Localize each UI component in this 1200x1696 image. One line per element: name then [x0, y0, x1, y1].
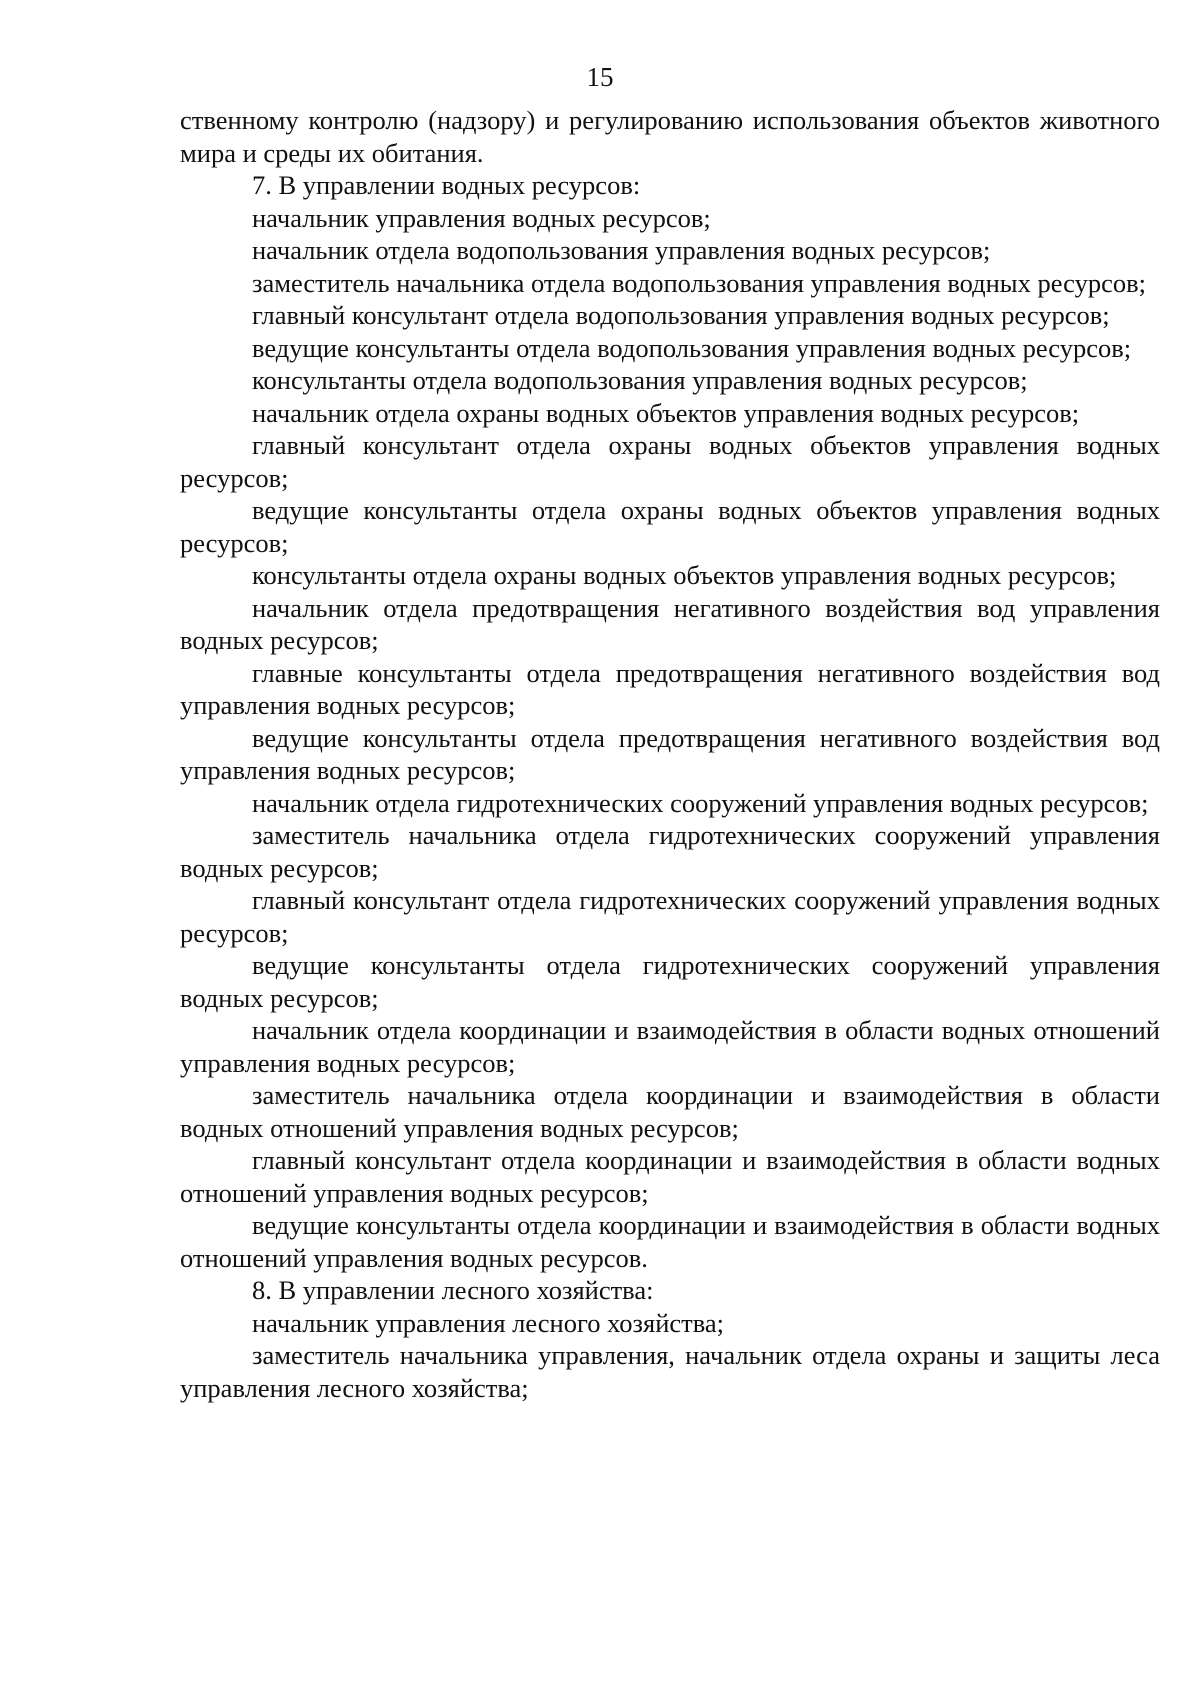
- list-item: начальник управления водных ресурсов;: [252, 202, 711, 233]
- list-item: начальник отдела предотвращения негативного воздействия вод управления водных ресурсов;: [180, 592, 1160, 655]
- list-item: заместитель начальника управления, начальник отдела охраны и защиты леса управления лесного хозяйства;: [180, 1340, 1160, 1403]
- list-item: ведущие консультанты отдела предотвращения негативного воздействия вод управления водных ресурсов;: [180, 722, 1160, 785]
- list-item: начальник управления лесного хозяйства;: [252, 1307, 725, 1338]
- section-heading: 8. В управлении лесного хозяйства:: [252, 1275, 654, 1305]
- list-item: заместитель начальника отдела гидротехнических сооружений управления водных ресурсов;: [180, 820, 1160, 883]
- document-body: [180, 104, 1160, 1404]
- list-item: главные консультанты отдела предотвращения негативного воздействия вод управления водных ресурсов;: [180, 657, 1160, 720]
- list-item: главный консультант отдела охраны водных объектов управления водных ресурсов;: [180, 430, 1160, 493]
- list-item: главный консультант отдела координации и взаимодействия в области водных отношений управления водных ресурсов;: [180, 1145, 1160, 1208]
- list-item: заместитель начальника отдела водопользования управления водных ресурсов;: [252, 267, 1146, 298]
- page-number: 15: [586, 62, 614, 92]
- list-item: начальник отдела водопользования управления водных ресурсов;: [252, 235, 991, 265]
- paragraph: ственному контролю (надзору) и регулированию использования объектов животного мира и среды их обитания.: [180, 105, 1160, 168]
- list-item: ведущие консультанты отдела гидротехнических сооружений управления водных ресурсов;: [180, 950, 1160, 1013]
- list-item: начальник отдела гидротехнических сооружений управления водных ресурсов;: [252, 787, 1149, 818]
- section-heading: 7. В управлении водных ресурсов:: [252, 170, 641, 200]
- list-item: начальник отдела охраны водных объектов управления водных ресурсов;: [252, 397, 1080, 428]
- list-item: консультанты отдела водопользования управления водных ресурсов;: [252, 365, 1028, 395]
- list-item: главный консультант отдела гидротехнических сооружений управления водных ресурсов;: [180, 885, 1160, 948]
- list-item: консультанты отдела охраны водных объектов управления водных ресурсов;: [252, 560, 1117, 590]
- list-item: ведущие консультанты отдела водопользования управления водных ресурсов;: [252, 332, 1132, 363]
- list-item: ведущие консультанты отдела охраны водных объектов управления водных ресурсов;: [180, 495, 1160, 558]
- list-item: заместитель начальника отдела координации и взаимодействия в области водных отношений управления водных ресурсов;: [180, 1080, 1160, 1143]
- list-item: ведущие консультанты отдела координации и взаимодействия в области водных отношений управления водных ресурсов.: [180, 1210, 1160, 1273]
- list-item: главный консультант отдела водопользования управления водных ресурсов;: [252, 300, 1110, 330]
- list-item: начальник отдела координации и взаимодействия в области водных отношений управления водных ресурсов;: [180, 1015, 1160, 1078]
